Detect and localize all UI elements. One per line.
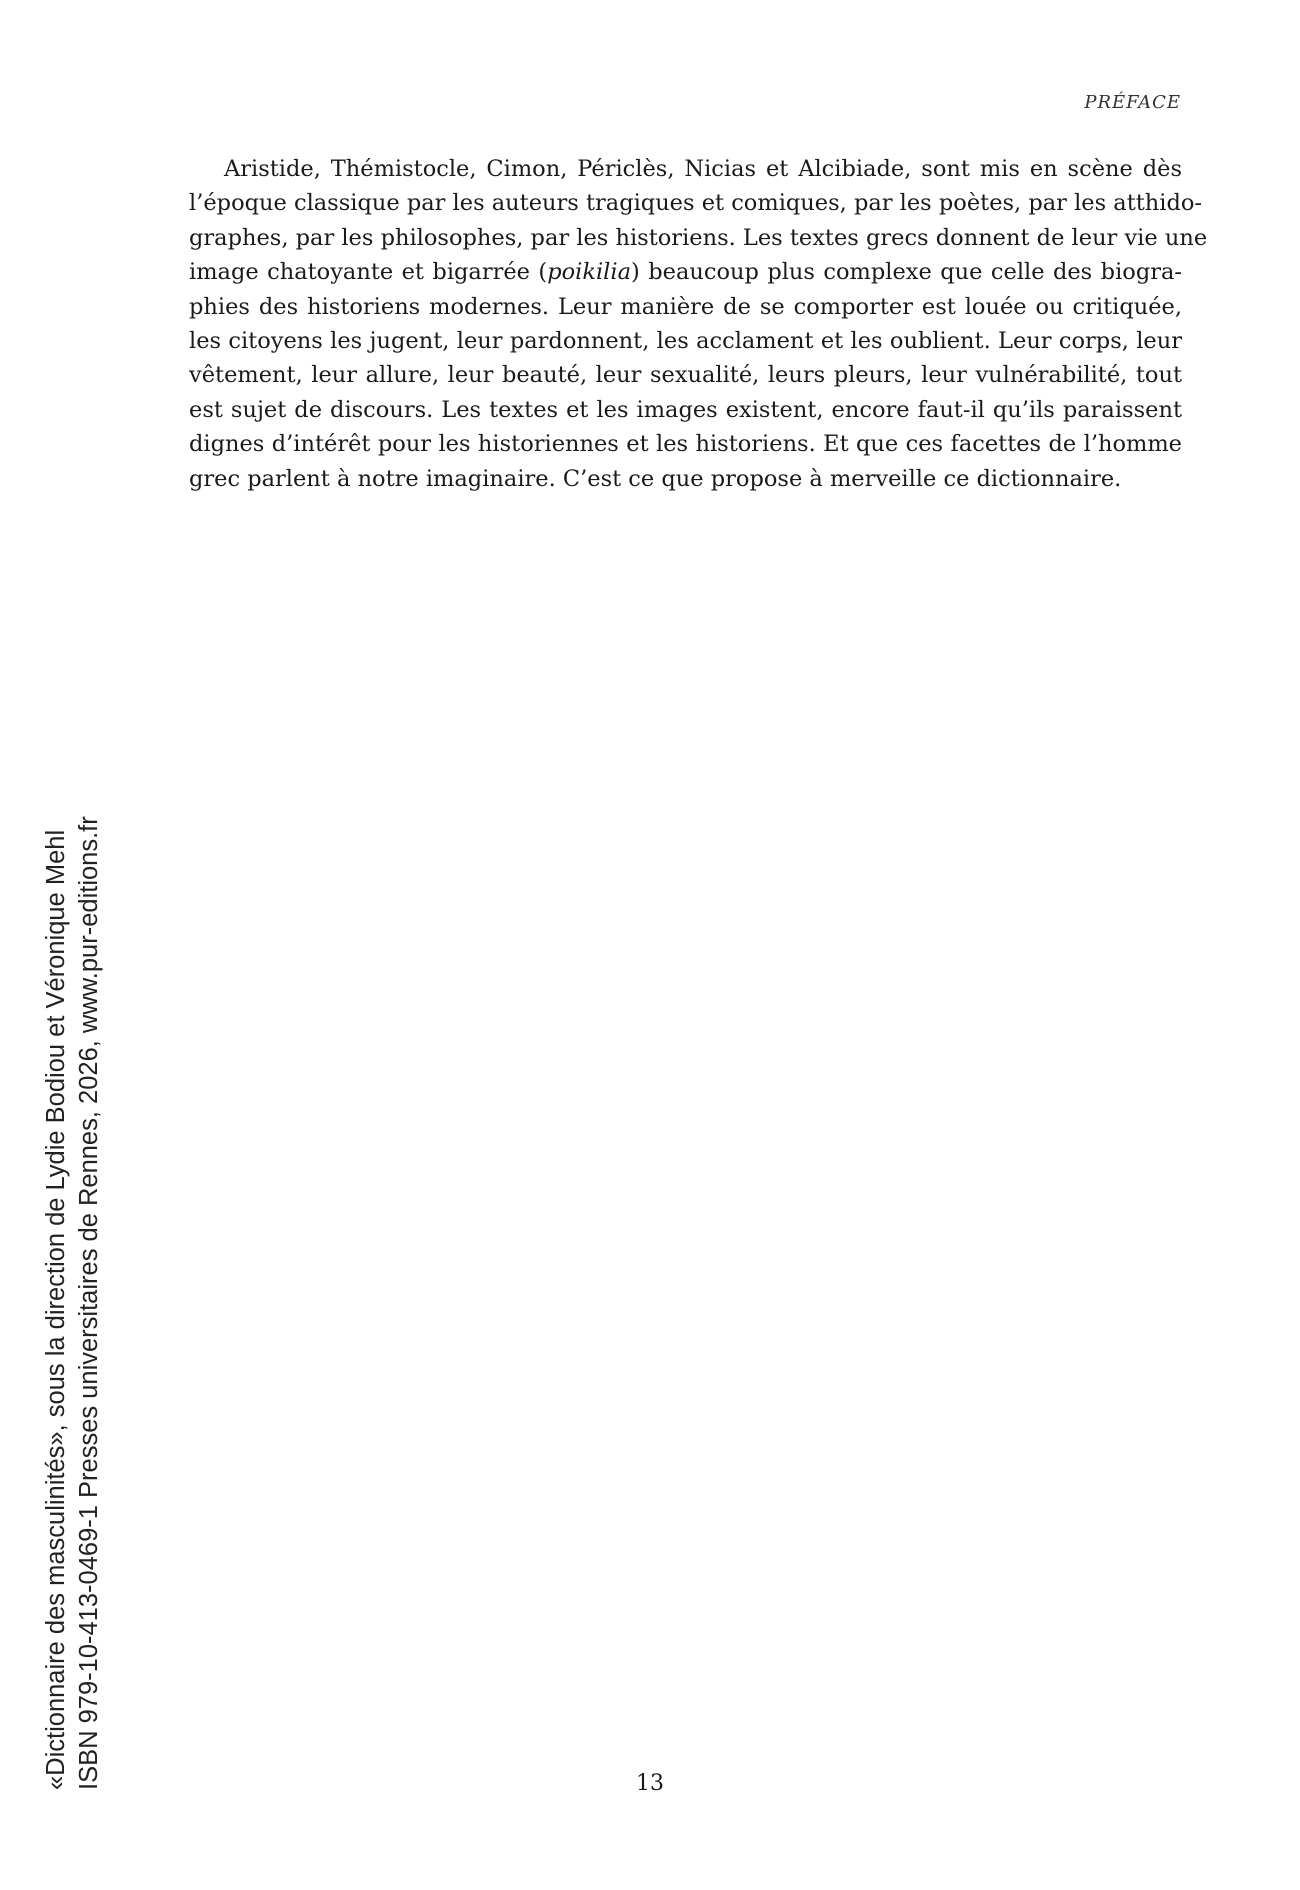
- text-line: graphes, par les philosophes, par les historiens. Les textes grecs donnent de leur vie une: [189, 224, 1208, 251]
- text-segment: image chatoyante et bigarrée (: [189, 259, 548, 286]
- italic-term: poikilia: [547, 259, 631, 286]
- text-line: phies des historiens modernes. Leur manière de se comporter est louée ou critiquée,: [189, 293, 1182, 320]
- text-line: grec parlent à notre imaginaire. C’est ce que propose à merveille ce dictionnaire.: [189, 465, 1122, 492]
- text-line: les citoyens les jugent, leur pardonnent, les acclament et les oublient. Leur corps, leur: [189, 328, 1182, 355]
- text-line: dignes d’intérêt pour les historiennes et les historiens. Et que ces facettes de l’homme: [189, 431, 1182, 458]
- text-line: est sujet de discours. Les textes et les images existent, encore faut-il qu’ils paraissent: [189, 396, 1182, 423]
- text-line: Aristide, Thémistocle, Cimon, Périclès, Nicias et Alcibiade, sont mis en scène dès: [224, 156, 1182, 182]
- side-note-line-title: «Dictionnaire des masculinités», sous la direction de Lydie Bodiou et Véronique Mehl: [42, 829, 70, 1790]
- text-line: vêtement, leur allure, leur beauté, leur sexualité, leurs pleurs, leur vulnérabilité, tout: [189, 362, 1182, 389]
- text-line-with-italic: [189, 255, 1182, 289]
- text-line: l’époque classique par les auteurs tragiques et comiques, par les poètes, par les atthido-: [189, 190, 1203, 217]
- page-number: 13: [636, 1771, 664, 1796]
- body-paragraph: [189, 152, 1208, 496]
- text-segment: ) beaucoup plus complexe que celle des biogra-: [631, 259, 1182, 286]
- running-head: PRÉFACE: [1084, 92, 1181, 113]
- side-copyright-note: [40, 816, 106, 1790]
- side-note-line-isbn: ISBN 979-10-413-0469-1 Presses universitaires de Rennes, 2026, www.pur-editions.fr: [75, 816, 103, 1790]
